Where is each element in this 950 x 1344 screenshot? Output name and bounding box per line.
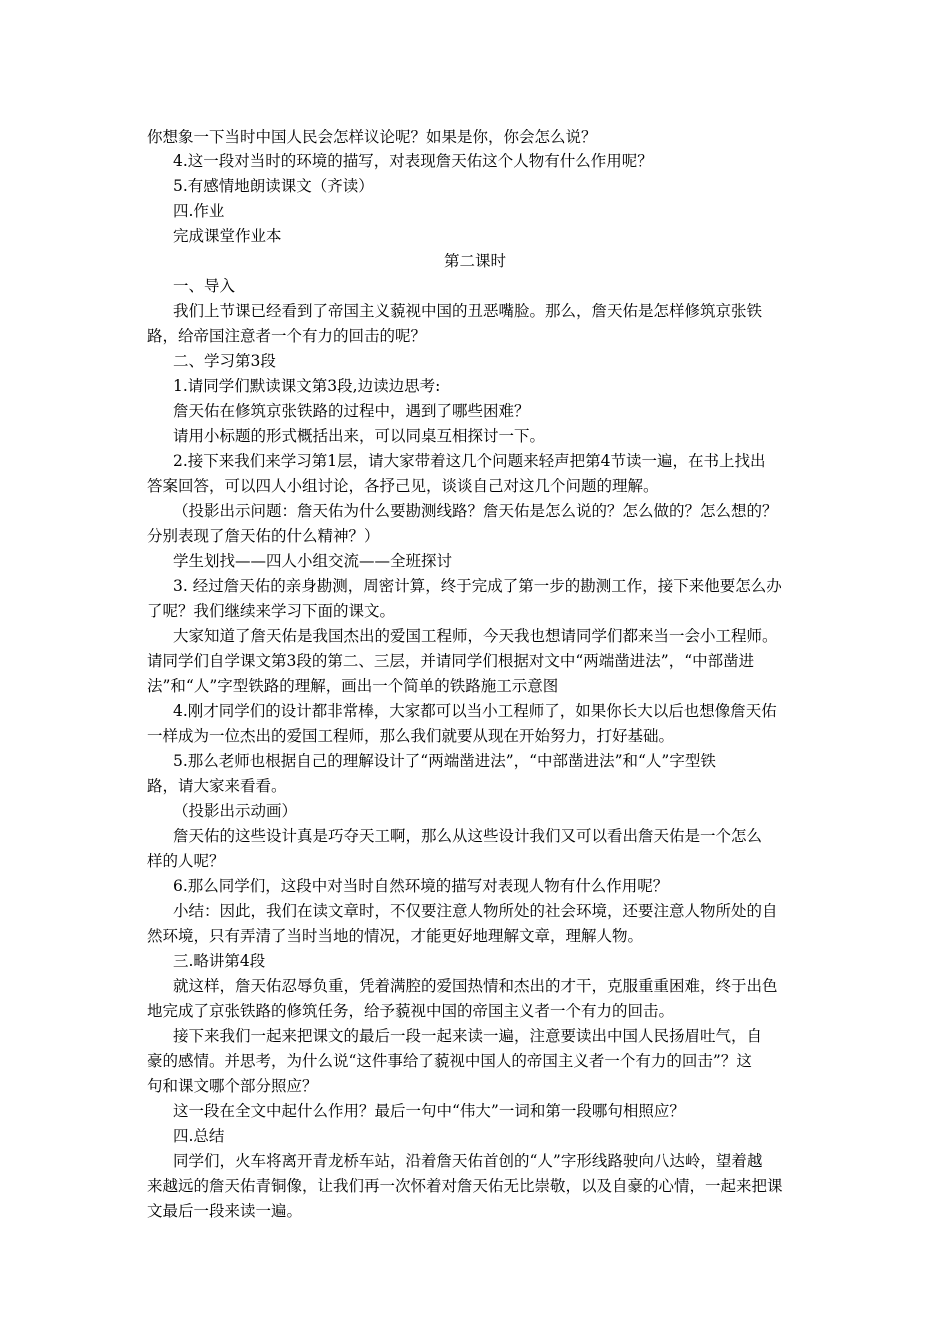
text-line: 你想象一下当时中国人民会怎样议论呢？如果是你，你会怎么说？	[147, 128, 597, 146]
text-line: 然环境，只有弄清了当时当地的情况，才能更好地理解文章，理解人物。	[147, 927, 644, 945]
text-line: 文最后一段来读一遍。	[147, 1202, 303, 1220]
text-line: 样的人呢？	[147, 852, 225, 870]
text-line: （投影出示动画）	[173, 802, 298, 820]
text-line: 大家知道了詹天佑是我国杰出的爱国工程师，今天我也想请同学们都来当一会小工程师。	[173, 627, 778, 645]
text-line: 就这样，詹天佑忍辱负重，凭着满腔的爱国热情和杰出的才干，克服重重困难，终于出色	[173, 977, 778, 995]
text-line: 同学们，火车将离开青龙桥车站，沿着詹天佑首创的“人”字形线路驶向八达岭，望着越	[173, 1152, 763, 1170]
text-line: 分别表现了詹天佑的什么精神？）	[147, 527, 380, 545]
text-line: 完成课堂作业本	[173, 227, 282, 245]
section-heading: 四.总结	[173, 1127, 225, 1145]
section-heading: 一、导入	[173, 277, 236, 295]
text-line: 3. 经过詹天佑的亲身勘测，周密计算，终于完成了第一步的勘测工作，接下来他要怎么办	[173, 577, 782, 595]
text-line: 小结：因此，我们在读文章时，不仅要注意人物所处的社会环境，还要注意人物所处的自	[173, 902, 778, 920]
text-line: 地完成了京张铁路的修筑任务，给予藐视中国的帝国主义者一个有力的回击。	[147, 1002, 675, 1020]
text-line: 5.有感情地朗读课文（齐读）	[173, 177, 374, 195]
section-heading: 三.略讲第4段	[173, 952, 266, 970]
text-line: 学生划找——四人小组交流——全班探讨	[173, 552, 453, 570]
lesson-title: 第二课时	[443, 252, 506, 270]
text-line: 詹天佑的这些设计真是巧夺天工啊，那么从这些设计我们又可以看出詹天佑是一个怎么	[173, 827, 763, 845]
text-line: 4.刚才同学们的设计都非常棒，大家都可以当小工程师了，如果你长大以后也想像詹天佑	[173, 702, 777, 720]
text-line: 路，给帝国注意者一个有力的回击的呢？	[147, 327, 427, 345]
text-line: 5.那么老师也根据自己的理解设计了“两端凿进法”，“中部凿进法”和“人”字型铁	[173, 752, 716, 770]
text-line: 了呢？我们继续来学习下面的课文。	[147, 602, 396, 620]
text-line: 4.这一段对当时的环境的描写，对表现詹天佑这个人物有什么作用呢？	[173, 152, 653, 170]
text-line: 路，请大家来看看。	[147, 777, 287, 795]
text-line: 詹天佑在修筑京张铁路的过程中，遇到了哪些困难？	[173, 402, 530, 420]
section-heading: 四.作业	[173, 202, 225, 220]
text-line: 6.那么同学们，这段中对当时自然环境的描写对表现人物有什么作用呢？	[173, 877, 669, 895]
text-line: （投影出示问题：詹天佑为什么要勘测线路？詹天佑是怎么说的？怎么做的？怎么想的？	[173, 502, 778, 520]
text-line: 接下来我们一起来把课文的最后一段一起来读一遍，注意要读出中国人民扬眉吐气，自	[173, 1027, 763, 1045]
text-line: 句和课文哪个部分照应？	[147, 1077, 318, 1095]
text-line: 答案回答，可以四人小组讨论，各抒己见，谈谈自己对这几个问题的理解。	[147, 477, 659, 495]
text-line: 来越远的詹天佑青铜像，让我们再一次怀着对詹天佑无比崇敬，以及自豪的心情，一起来把课	[147, 1177, 783, 1195]
text-line: 请同学们自学课文第3段的第二、三层，并请同学们根据对文中“两端凿进法”，“中部凿进	[147, 652, 755, 670]
text-line: 法”和“人”字型铁路的理解，画出一个简单的铁路施工示意图	[147, 677, 559, 695]
text-line: 我们上节课已经看到了帝国主义藐视中国的丑恶嘴脸。那么，詹天佑是怎样修筑京张铁	[173, 302, 763, 320]
text-line: 一样成为一位杰出的爱国工程师，那么我们就要从现在开始努力，打好基础。	[147, 727, 675, 745]
section-heading: 二、学习第3段	[173, 352, 276, 370]
text-line: 豪的感情。并思考，为什么说“这件事给了藐视中国人的帝国主义者一个有力的回击”？这	[147, 1052, 752, 1070]
text-line: 2.接下来我们来学习第1层，请大家带着这几个问题来轻声把第4节读一遍，在书上找出	[173, 452, 766, 470]
text-line: 这一段在全文中起什么作用？最后一句中“伟大”一词和第一段哪句相照应？	[173, 1102, 685, 1120]
text-line: 请用小标题的形式概括出来，可以同桌互相探讨一下。	[173, 427, 546, 445]
text-line: 1.请同学们默读课文第3段,边读边思考:	[173, 377, 441, 395]
